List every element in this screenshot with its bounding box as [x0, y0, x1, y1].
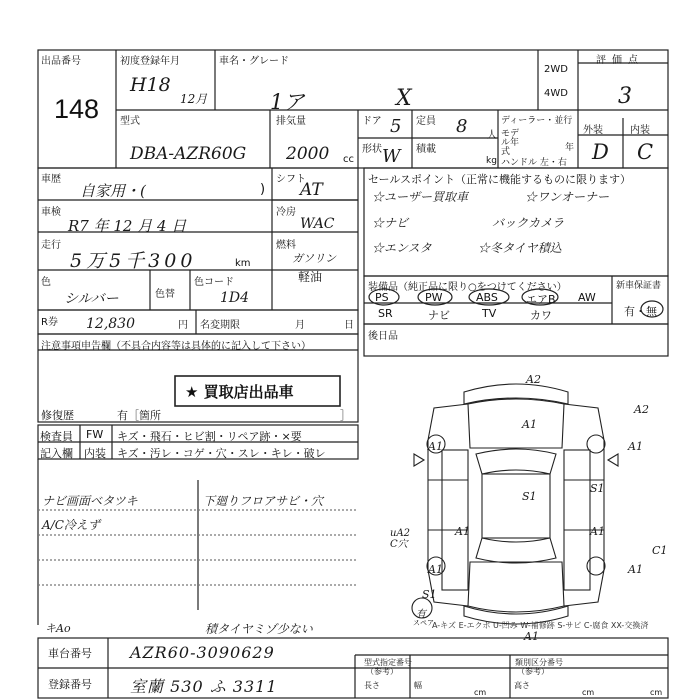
displacement-label: 排気量 — [276, 116, 306, 127]
equipment-title: 装備品（純正品に限り○をつけてください） — [368, 282, 567, 293]
equip-aw: AW — [578, 291, 596, 304]
damage-right-mid: S1 — [590, 482, 605, 495]
month-unit: 月 — [295, 320, 305, 331]
fuel-diesel: 軽油 — [298, 270, 323, 284]
interior-row-label: 内装 — [84, 447, 106, 460]
drive-2wd: 2WD — [544, 64, 568, 75]
back-label: 後日品 — [368, 331, 398, 342]
equipment-circles — [364, 276, 668, 324]
model-label: 車名・グレード — [219, 56, 289, 67]
sales-points-title: セールスポイント（正常に機能するものに限ります） — [368, 173, 632, 186]
damage-spare-area: S1 — [422, 588, 437, 601]
displacement-unit: cc — [343, 154, 354, 165]
equip-leather: カワ — [530, 309, 552, 322]
ac-value: WAC — [300, 216, 335, 232]
damage-front-left: A1 — [428, 440, 443, 453]
type-value: DBA-AZR60G — [130, 144, 247, 164]
exterior-label: 外装 — [583, 125, 603, 136]
recycle-unit: 円 — [178, 320, 188, 331]
color-value: シルバー — [64, 291, 119, 307]
damage-left-code: uA2 C穴 — [390, 528, 411, 550]
width-label: 幅 — [414, 681, 422, 690]
height-unit: cm — [650, 688, 663, 697]
damage-right-rear: C1 — [652, 544, 668, 557]
shape-label: 形状 — [362, 144, 382, 155]
first-reg-label: 初度登録年月 — [120, 56, 180, 67]
mileage-label: 走行 — [41, 240, 61, 251]
remark-3: 下廻りフロアサビ・穴 — [203, 494, 324, 508]
remark-1: ナビ画面ベタツキ — [42, 494, 138, 508]
interior-label: 内装 — [630, 125, 650, 136]
damage-front-right: A1 — [628, 440, 643, 453]
load-unit: kg — [486, 156, 497, 166]
damage-rear-left: A1 — [428, 563, 443, 576]
class-sub: （参考） — [517, 667, 549, 676]
type-label: 型式 — [120, 116, 140, 127]
equip-navi: ナビ — [428, 309, 450, 322]
color-code-label: 色コード — [194, 277, 234, 288]
doors-label: ドア — [362, 116, 382, 127]
dealer-label: ディーラー・並行 — [501, 116, 573, 126]
displacement-value: 2000 — [286, 144, 330, 164]
mileage-value: 5万5千300 — [70, 250, 197, 272]
lot-number: 148 — [54, 94, 100, 124]
equip-pw: PW — [425, 291, 443, 304]
day-unit: 日 — [344, 320, 354, 331]
recycle-label: R券 — [41, 317, 58, 328]
drive-4wd: 4WD — [544, 88, 568, 99]
width-unit: cm — [582, 688, 595, 697]
remark-2: A/C冷えず — [42, 518, 100, 532]
eval-score: 3 — [618, 84, 632, 109]
exterior-grade: D — [592, 140, 609, 164]
lot-label: 出品番号 — [41, 56, 81, 67]
capacity-unit: 人 — [487, 130, 497, 141]
color-label: 色 — [41, 277, 51, 288]
reg-close: ) — [260, 182, 266, 197]
damage-right-top: A2 — [634, 403, 649, 416]
repair-close: ］ — [340, 409, 351, 422]
shift-value: AT — [300, 180, 323, 200]
reg-label: 車歴 — [41, 174, 61, 185]
sales-point-6: ☆冬タイヤ積込 — [478, 241, 562, 255]
remark-5: キAo — [45, 622, 71, 635]
warranty-label: 新車保証書 — [616, 281, 662, 291]
equip-tv: TV — [482, 307, 497, 320]
doors-value: 5 — [390, 116, 402, 137]
color-change-label: 色替 — [155, 289, 175, 300]
equip-airbag: エアB — [526, 293, 556, 306]
damage-rear-bumper: A1 — [524, 630, 539, 643]
sales-point-3: ☆ナビ — [372, 216, 409, 230]
warranty-value: 有・無 — [624, 305, 657, 318]
fuel-label: 燃料 — [276, 240, 296, 251]
chassis-label: 車台番号 — [48, 647, 92, 660]
load-label: 積載 — [416, 144, 436, 155]
damage-diagram — [364, 370, 668, 638]
damage-legend: A-キズ E-エクボ U-凹み W-補修跡 S-サビ C-腐食 XX-交換済 — [432, 621, 649, 630]
inspection-label: 車検 — [41, 207, 61, 218]
sales-point-2: ☆ワンオーナー — [525, 190, 610, 204]
type-spec-label: 型式指定番号 — [364, 658, 412, 667]
stamp-text: ★ 買取店出品車 — [185, 383, 294, 401]
inspector-row1: キズ・飛石・ヒビ割・リペア跡・×要 — [117, 430, 302, 443]
equip-ps: PS — [375, 291, 389, 304]
mileage-unit: km — [235, 258, 251, 269]
chassis-value: AZR60-3090629 — [130, 643, 275, 662]
eval-label: 評価点 — [596, 55, 644, 66]
type-spec-sub: （参考） — [366, 667, 398, 676]
handle-label: ハンドル 左・右 — [501, 158, 567, 168]
sales-point-1: ☆ユーザー買取車 — [372, 190, 469, 204]
sales-point-5: ☆エンスタ — [372, 241, 432, 255]
entry-label: 記入欄 — [40, 447, 73, 460]
inspector-row2: キズ・汚レ・コゲ・穴・スレ・キレ・破レ — [117, 447, 326, 460]
interior-grade: C — [637, 140, 654, 164]
remark-4: 積タイヤミゾ少ない — [205, 622, 313, 636]
class-label: 類別区分番号 — [515, 658, 563, 667]
notes-title: 注意事項申告欄（不具合内容等は具体的に記入して下さい） — [41, 341, 311, 352]
reg-no-value: 室蘭 530 ふ 3311 — [130, 677, 278, 696]
repair-label: 修復歴 — [41, 409, 74, 422]
length-label: 長さ — [364, 681, 380, 690]
damage-rear-right: A1 — [628, 563, 643, 576]
first-reg-month: 12月 — [180, 92, 208, 106]
capacity-value: 8 — [456, 116, 468, 137]
year-unit: 年 — [565, 143, 575, 153]
fw-label: FW — [86, 428, 104, 441]
grade: X — [396, 86, 412, 111]
damage-roof: S1 — [522, 490, 537, 503]
inspection-value: R7 年 12 月 4 日 — [68, 217, 187, 235]
reg-no-label: 登録番号 — [48, 678, 92, 691]
spare-label: 有 — [416, 609, 426, 620]
repair-value: 有［箇所 — [117, 409, 161, 422]
damage-left-door: A1 — [455, 525, 470, 538]
capacity-label: 定員 — [416, 116, 436, 127]
length-unit: cm — [474, 688, 487, 697]
damage-right-door: A1 — [590, 525, 605, 538]
shift-label: シフト — [276, 174, 306, 185]
fuel-gasoline: ガソリン — [292, 252, 336, 265]
damage-top: A2 — [526, 373, 541, 386]
height-label: 高さ — [514, 681, 530, 690]
shape-value: W — [382, 146, 401, 167]
damage-hood: A1 — [522, 418, 537, 431]
recycle-value: 12,830 — [86, 316, 135, 332]
model-name: 1ア — [270, 90, 305, 114]
equip-sr: SR — [378, 307, 393, 320]
model-year-label: モデル年式 — [501, 129, 520, 157]
color-code-value: 1D4 — [220, 290, 250, 306]
first-reg-year: H18 — [130, 74, 171, 96]
sales-point-4: バックカメラ — [492, 216, 565, 230]
equip-abs: ABS — [476, 291, 498, 304]
spare-sub: スペア — [413, 619, 434, 627]
inspector-label: 検査員 — [40, 430, 73, 443]
term-label: 名変期限 — [200, 320, 240, 331]
reg-value: 自家用・( — [80, 182, 146, 200]
ac-label: 冷房 — [276, 207, 296, 218]
